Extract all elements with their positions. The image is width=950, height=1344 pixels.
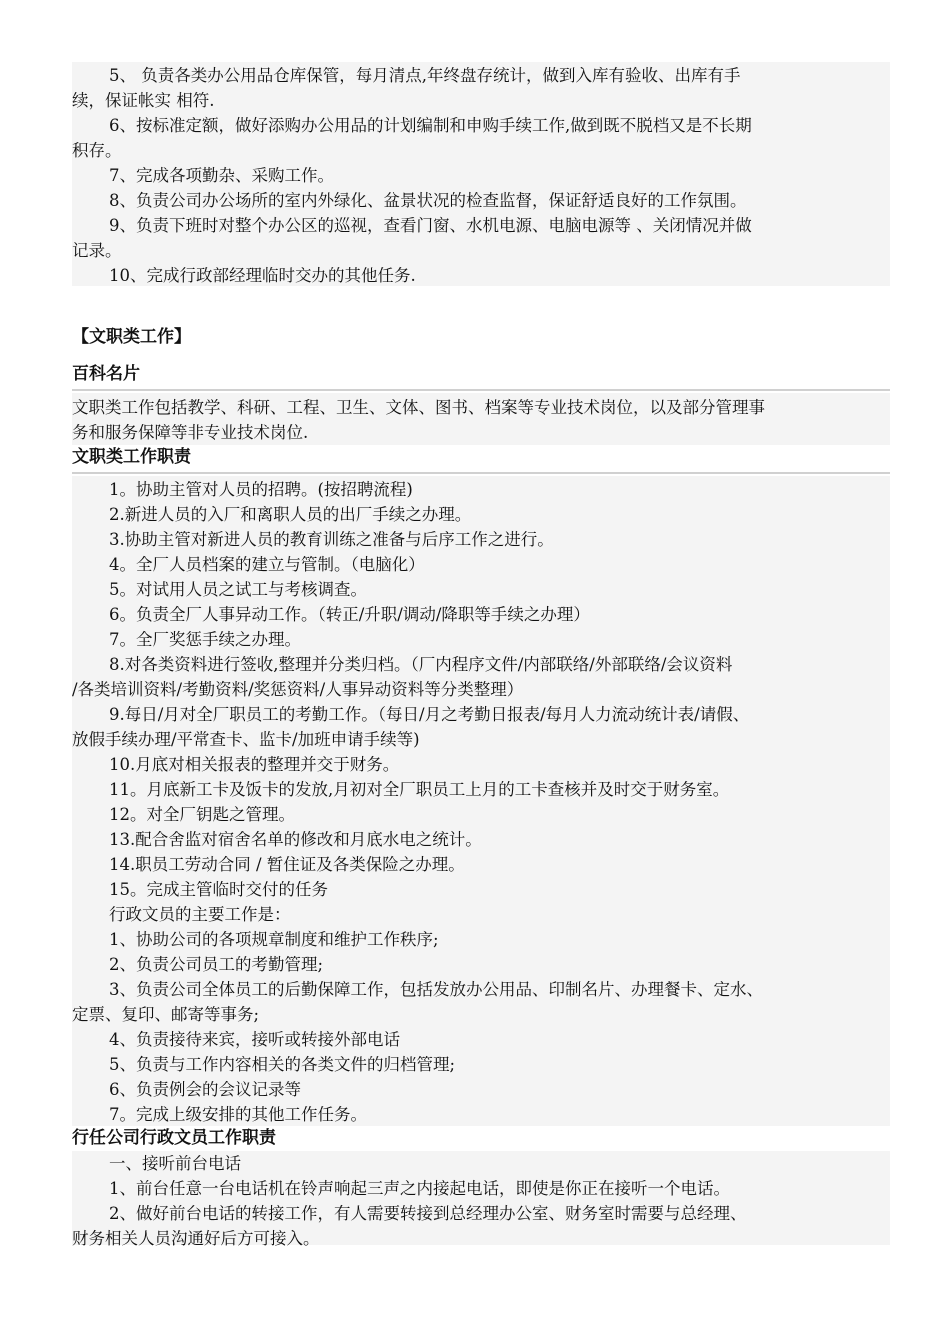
section-title-baike: 百科名片 <box>72 364 140 384</box>
company-item-continued: 财务相关人员沟通好后方可接入。 <box>72 1229 320 1248</box>
paragraph-line: 积存。 <box>72 141 122 160</box>
divider <box>72 472 890 474</box>
paragraph-line: 8、负责公司办公场所的室内外绿化、盆景状况的检查监督，保证舒适良好的工作氛围。 <box>109 191 747 210</box>
duty-item: 10.月底对相关报表的整理并交于财务。 <box>109 755 400 774</box>
duty-subheading: 行政文员的主要工作是： <box>109 905 291 924</box>
company-item: 1、前台任意一台电话机在铃声响起三声之内接起电话，即使是你正在接听一个电话。 <box>109 1179 730 1198</box>
duty-item: 2、负责公司员工的考勤管理; <box>109 955 324 974</box>
duty-item: 6。负责全厂人事异动工作。（转正/升职/调动/降职等手续之办理） <box>109 605 590 624</box>
duty-item: 7。全厂奖惩手续之办理。 <box>109 630 301 649</box>
paragraph-line: 文职类工作包括教学、科研、工程、卫生、文体、图书、档案等专业技术岗位，以及部分管理事 <box>72 398 765 417</box>
duty-item-continued: /各类培训资料/考勤资料/奖惩资料/人事异动资料等分类整理） <box>72 680 524 699</box>
duty-item: 9.每日/月对全厂职员工的考勤工作。（每日/月之考勤日报表/每月人力流动统计表/请假、 <box>109 705 750 724</box>
duty-item: 12。对全厂钥匙之管理。 <box>109 805 295 824</box>
paragraph-line: 务和服务保障等非专业技术岗位. <box>72 423 309 442</box>
duty-item: 4。全厂人员档案的建立与管制。（电脑化） <box>109 555 425 574</box>
paragraph-line: 10、完成行政部经理临时交办的其他任务. <box>109 266 416 285</box>
duty-item: 5、负责与工作内容相关的各类文件的归档管理; <box>109 1055 456 1074</box>
duty-item: 15。完成主管临时交付的任务 <box>109 880 328 899</box>
paragraph-line: 记录。 <box>72 241 122 260</box>
duty-item: 4、负责接待来宾，接听或转接外部电话 <box>109 1030 400 1049</box>
paragraph-line: 续，保证帐实 相符. <box>72 91 215 110</box>
section-title-duties: 文职类工作职责 <box>72 447 191 467</box>
duty-item: 1、协助公司的各项规章制度和维护工作秩序; <box>109 930 439 949</box>
duty-item: 14.职员工劳动合同 / 暂住证及各类保险之办理。 <box>109 855 465 874</box>
duty-item: 5。对试用人员之试工与考核调查。 <box>109 580 367 599</box>
company-item: 一、接听前台电话 <box>109 1154 241 1173</box>
duty-item: 6、负责例会的会议记录等 <box>109 1080 301 1099</box>
paragraph-line: 7、完成各项勤杂、采购工作。 <box>109 166 334 185</box>
duty-item: 7。完成上级安排的其他工作任务。 <box>109 1105 367 1124</box>
section-title-company: 行任公司行政文员工作职责 <box>72 1128 276 1148</box>
paragraph-line: 9、负责下班时对整个办公区的巡视，查看门窗、水机电源、电脑电源等 、关闭情况并做 <box>109 216 752 235</box>
duty-item-continued: 放假手续办理/平常查卡、监卡/加班申请手续等) <box>72 730 420 749</box>
duty-item: 3、负责公司全体员工的后勤保障工作，包括发放办公用品、印制名片、办理餐卡、定水、 <box>109 980 763 999</box>
company-item: 2、做好前台电话的转接工作，有人需要转接到总经理办公室、财务室时需要与总经理、 <box>109 1204 747 1223</box>
duty-item: 3.协助主管对新进人员的教育训练之准备与后序工作之进行。 <box>109 530 554 549</box>
paragraph-line: 6、按标准定额，做好添购办公用品的计划编制和申购手续工作,做到既不脱档又是不长期 <box>109 116 752 135</box>
duty-item: 1。协助主管对人员的招聘。(按招聘流程) <box>109 480 413 499</box>
duty-item: 8.对各类资料进行签收,整理并分类归档。（厂内程序文件/内部联络/外部联络/会议资料 <box>109 655 733 674</box>
section-title-wenzhi: 【文职类工作】 <box>72 327 191 347</box>
duty-item: 13.配合舍监对宿舍名单的修改和月底水电之统计。 <box>109 830 482 849</box>
paragraph-line: 5、 负责各类办公用品仓库保管，每月清点,年终盘存统计，做到入库有验收、出库有手 <box>109 66 741 85</box>
duty-item: 2.新进人员的入厂和离职人员的出厂手续之办理。 <box>109 505 472 524</box>
duty-item-continued: 定票、复印、邮寄等事务; <box>72 1005 260 1024</box>
duty-item: 11。月底新工卡及饭卡的发放,月初对全厂职员工上月的工卡查核并及时交于财务室。 <box>109 780 730 799</box>
divider <box>72 389 890 391</box>
